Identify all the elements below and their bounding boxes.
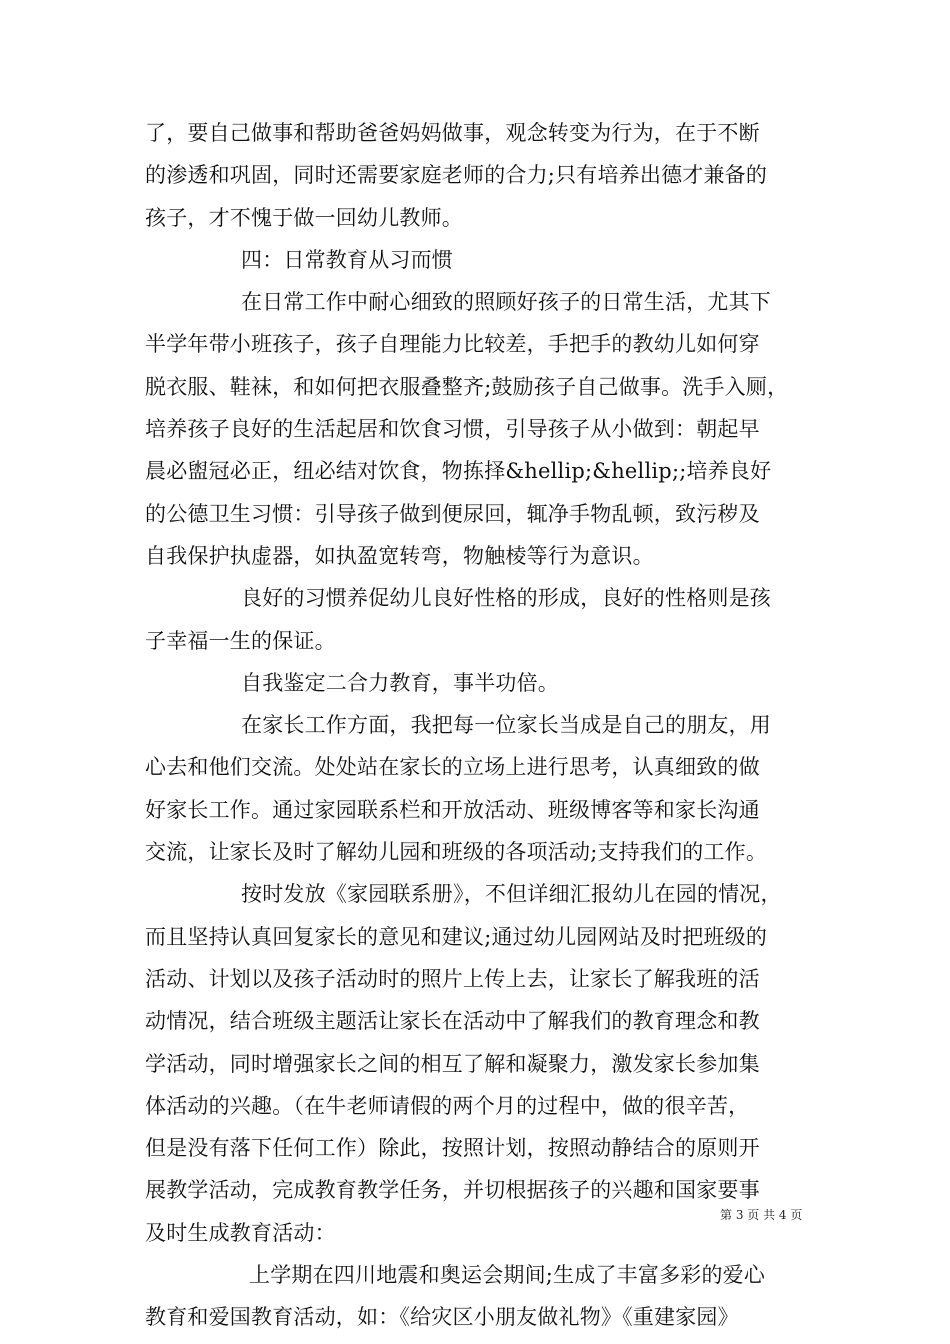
text-line: 半学年带小班孩子，孩子自理能力比较差，手把手的教幼儿如何穿 [145,332,760,357]
text-line: 晨必盥冠必正，纽必结对饮食，物拣择&hellip;&hellip;;培养良好 [145,459,772,484]
text-line: 学活动，同时增强家长之间的相互了解和凝聚力，激发家长参加集 [145,1051,760,1076]
text-line: 的渗透和巩固，同时还需要家庭老师的合力;只有培养出德才兼备的 [145,163,768,188]
section-heading: 四：日常教育从习而惯 [241,247,453,272]
text-line: 在家长工作方面，我把每一位家长当成是自己的朋友，用 [241,713,771,738]
text-line: 交流，让家长及时了解幼儿园和班级的各项活动;支持我们的工作。 [145,840,768,865]
text-line: 孩子，才不愧于做一回幼儿教师。 [145,205,463,230]
text-line: 的公德卫生习惯：引导孩子做到便尿回，辄净手物乱顿，致污秽及 [145,501,760,526]
page-number: 第 3 页 共 4 页 [720,1208,803,1222]
text-line: 子幸福一生的保证。 [145,628,336,653]
text-line: 动情况，结合班级主题活让家长在活动中了解我们的教育理念和教 [145,1009,760,1034]
text-line: 按时发放《家园联系册》，不但详细汇报幼儿在园的情况， [241,882,782,907]
text-line: 心去和他们交流。处处站在家长的立场上进行思考，认真细致的做 [145,755,760,780]
text-line: 但是没有落下任何工作）除此，按照计划，按照动静结合的原则开 [145,1136,760,1161]
text-line: 自我保护执虚器，如执盈宽转弯，物触棱等行为意识。 [145,543,654,568]
text-line: 培养孩子良好的生活起居和饮食习惯，引导孩子从小做到：朝起早 [145,417,760,442]
text-line: 而且坚持认真回复家长的意见和建议;通过幼儿园网站及时把班级的 [145,924,768,949]
text-line: 展教学活动，完成教育教学任务，并切根据孩子的兴趣和国家要事 [145,1178,760,1203]
text-line: 好家长工作。通过家园联系栏和开放活动、班级博客等和家长沟通 [145,797,760,822]
text-line: 及时生成教育活动： [145,1220,336,1245]
text-line: 脱衣服、鞋袜，和如何把衣服叠整齐;鼓励孩子自己做事。洗手入厕， [145,374,789,399]
text-line: 良好的习惯养促幼儿良好性格的形成，良好的性格则是孩 [241,586,771,611]
text-line: 上学期在四川地震和奥运会期间;生成了丰富多彩的爱心 [249,1263,766,1288]
text-line: 活动、计划以及孩子活动时的照片上传上去，让家长了解我班的活 [145,966,760,991]
text-line: 教育和爱国教育活动，如：《给灾区小朋友做礼物》《重建家园》 [145,1305,739,1330]
text-line: 在日常工作中耐心细致的照顾好孩子的日常生活，尤其下 [241,290,771,315]
text-line: 了，要自己做事和帮助爸爸妈妈做事，观念转变为行为，在于不断 [145,121,760,145]
text-line: 体活动的兴趣。（在牛老师请假的两个月的过程中，做的很辛苦， [145,1093,750,1118]
section-heading: 自我鉴定二合力教育，事半功倍。 [241,670,559,695]
body-text [145,112,815,1339]
